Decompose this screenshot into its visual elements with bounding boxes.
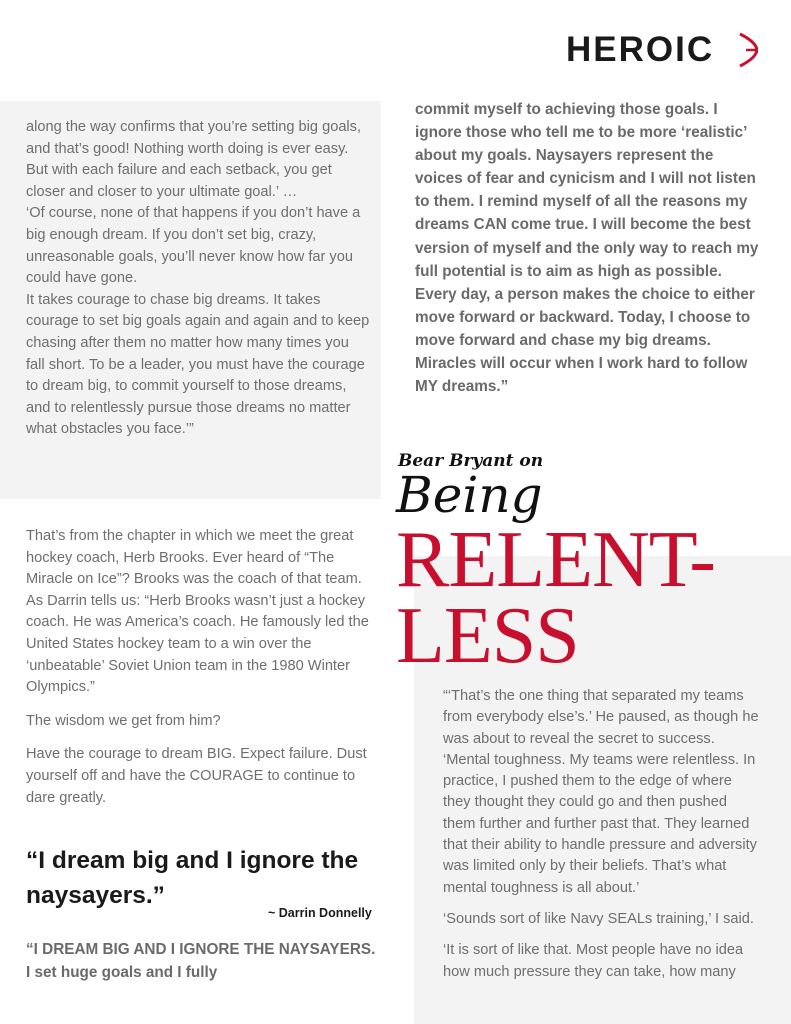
right-panel-text (443, 686, 763, 993)
bottom-bold-quote: “I DREAM BIG AND I IGNORE THE NAYSAYERS. I set huge goals and I fully (26, 941, 376, 981)
right-paragraph-3: ‘It is sort of like that. Most people have no idea how much pressure they can take, how many (443, 942, 744, 980)
left-paragraph-2: ‘Of course, none of that happens if you don’t have a big enough dream. If you don’t set big, crazy, unreasonable goals, you’ll never know how far you could have gone. (26, 205, 361, 287)
middle-paragraph-2: The wisdom we get from him? (26, 712, 221, 729)
middle-paragraph-1: That’s from the chapter in which we meet the great hockey coach, Herb Brooks. Ever heard of “The Miracle on Ice”? Brooks was the coach of that team. As Darrin tells us: “Herb Brooks wasn’t just a hockey coach. He was America’s coach. He famously led the United States hockey team to a win over the ‘unbeatable’ Soviet Union team in the 1980 Winter Olympics.” (26, 528, 369, 696)
middle-left-text (26, 526, 371, 821)
feature-title-relentless (396, 516, 715, 680)
middle-paragraph-3: Have the courage to dream BIG. Expect failure. Dust yourself off and have the COURAGE to continue to dare greatly. (26, 746, 367, 806)
left-panel-text (26, 117, 371, 441)
right-paragraph-2: ‘Sounds sort of like Navy SEALs training,’ I said. (443, 910, 754, 927)
left-paragraph-3: It takes courage to chase big dreams. It takes courage to set big goals again and again and to keep chasing after them no matter how many times you fall short. To be a leader, you must have the courage to dream big, to commit yourself to those dreams, and to relentlessly pursue those dreams no matter what obstacles you face.’” (26, 291, 370, 438)
right-bold-quote: commit myself to achieving those goals. I ignore those who tell me to be more ‘realistic’ about my goals. Naysayers represent the voices of fear and cynicism and I will not listen to them. I remind myself of all the reasons my dreams CAN come true. I will become the best version of myself and the only way to reach my full potential is to aim as high as possible. Every day, a person makes the choice to either move forward or backward. Today, I choose to move forward and chase my big dreams. Miracles will occur when I work hard to follow MY dreams.” (415, 101, 759, 396)
feature-kicker: Bear Bryant on (398, 451, 544, 471)
swoosh-arrow-icon (738, 32, 758, 68)
feature-title-line-3: LESS (396, 592, 579, 680)
logo-wordmark: HEROIC (566, 30, 715, 69)
pull-quote-attribution: ~ Darrin Donnelly (268, 906, 372, 920)
right-paragraph-1: “‘That’s the one thing that separated my teams from everybody else’s.’ He paused, as though he was about to reveal the secret to success. ‘Mental toughness. My teams were relentless. In practice, I pushed them to the edge of where they thought they could go and then pushed them further and further past that. They learned that their ability to handle pressure and adversity was limited only by their beliefs. That’s what mental toughness is all about.’ (443, 688, 759, 896)
left-paragraph-1: along the way confirms that you’re setting big goals, and that’s good! Nothing worth doing is ever easy. But with each failure and each setback, you get closer and closer to your ultimate goal.’ … (26, 119, 362, 200)
feature-title-line-2: RELENT- (396, 516, 715, 604)
heroic-logo (566, 30, 714, 70)
feature-title-being: Being (396, 466, 543, 524)
pull-quote: “I dream big and I ignore the naysayers.” (26, 847, 359, 909)
